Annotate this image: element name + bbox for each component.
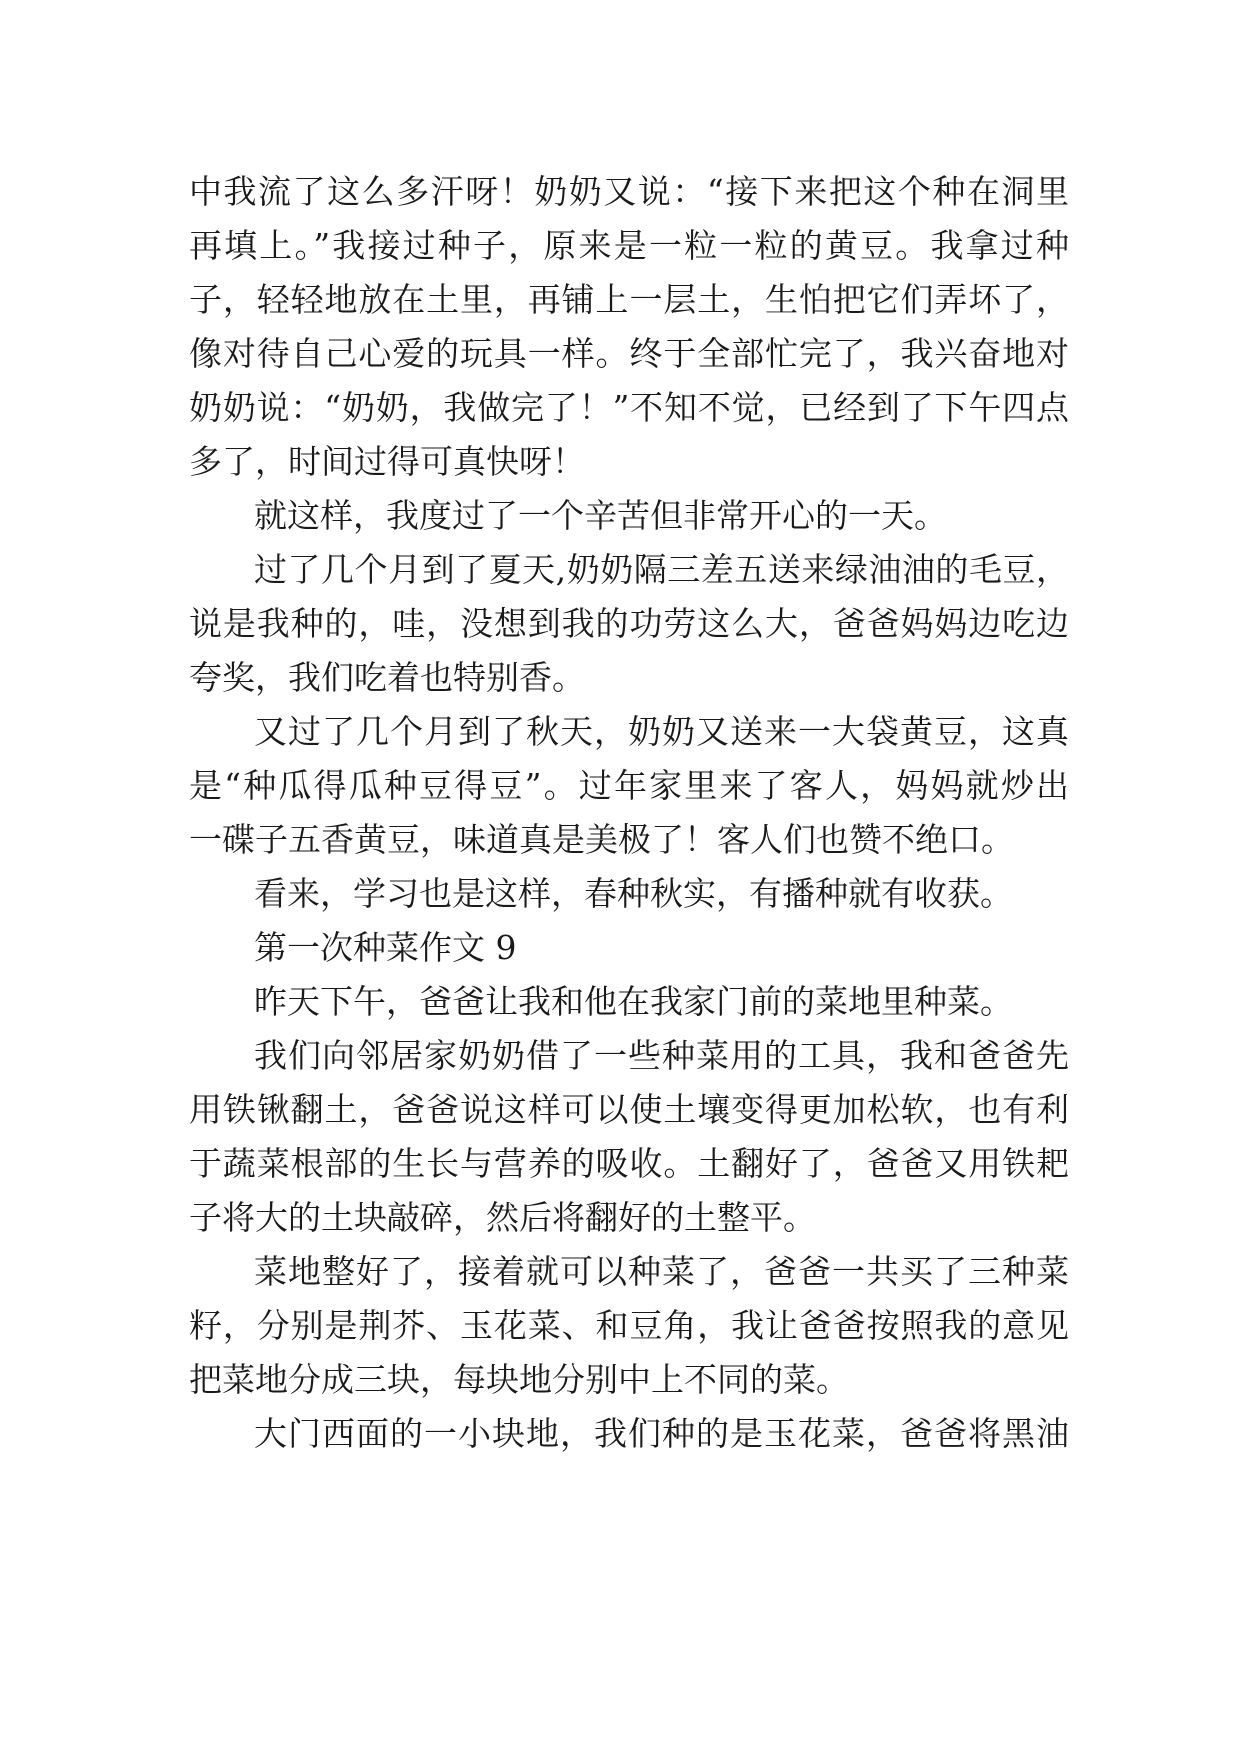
text-line: 子，轻轻地放在土里，再铺上一层土，生怕把它们弄坏了， [189,280,1069,319]
text-line: 我们向邻居家奶奶借了一些种菜用的工具，我和爸爸先 [254,1036,1069,1075]
text-line: 菜地整好了，接着就可以种菜了，爸爸一共买了三种菜 [254,1252,1069,1291]
text-line: 用铁锹翻土，爸爸说这样可以使土壤变得更加松软，也有利 [189,1090,1069,1129]
text-line: 昨天下午，爸爸让我和他在我家门前的菜地里种菜。 [254,982,1013,1021]
text-line: 一碟子五香黄豆，味道真是美极了！客人们也赞不绝口。 [189,820,1014,859]
text-line: 多了，时间过得可真快呀！ [189,442,585,481]
text-line: 说是我种的，哇，没想到我的功劳这么大，爸爸妈妈边吃边 [189,604,1069,643]
text-line: 大门西面的一小块地，我们种的是玉花菜，爸爸将黑油 [254,1414,1069,1453]
text-line: 子将大的土块敲碎，然后将翻好的土整平。 [189,1198,816,1237]
text-line: 看来，学习也是这样，春种秋实，有播种就有收获。 [254,874,1013,913]
text-line: 奶奶说：“奶奶，我做完了！”不知不觉，已经到了下午四点 [189,388,1069,427]
text-line: 像对待自己心爱的玩具一样。终于全部忙完了，我兴奋地对 [189,334,1069,373]
text-line: 又过了几个月到了秋天，奶奶又送来一大袋黄豆，这真 [254,712,1069,751]
text-line: 籽，分别是荆芥、玉花菜、和豆角，我让爸爸按照我的意见 [189,1306,1069,1345]
text-line: 是“种瓜得瓜种豆得豆”。过年家里来了客人，妈妈就炒出 [189,766,1069,805]
text-line: 于蔬菜根部的生长与营养的吸收。土翻好了，爸爸又用铁耙 [189,1144,1069,1183]
text-line: 就这样，我度过了一个辛苦但非常开心的一天。 [254,496,947,535]
section-heading: 第一次种菜作文 9 [254,928,517,967]
text-line: 夸奖，我们吃着也特别香。 [189,658,585,697]
text-line: 过了几个月到了夏天,奶奶隔三差五送来绿油油的毛豆， [254,550,1069,589]
text-line: 把菜地分成三块，每块地分别中上不同的菜。 [189,1360,849,1399]
text-line: 再填上。”我接过种子，原来是一粒一粒的黄豆。我拿过种 [189,226,1069,265]
text-line: 中我流了这么多汗呀！奶奶又说：“接下来把这个种在洞里 [189,172,1069,211]
